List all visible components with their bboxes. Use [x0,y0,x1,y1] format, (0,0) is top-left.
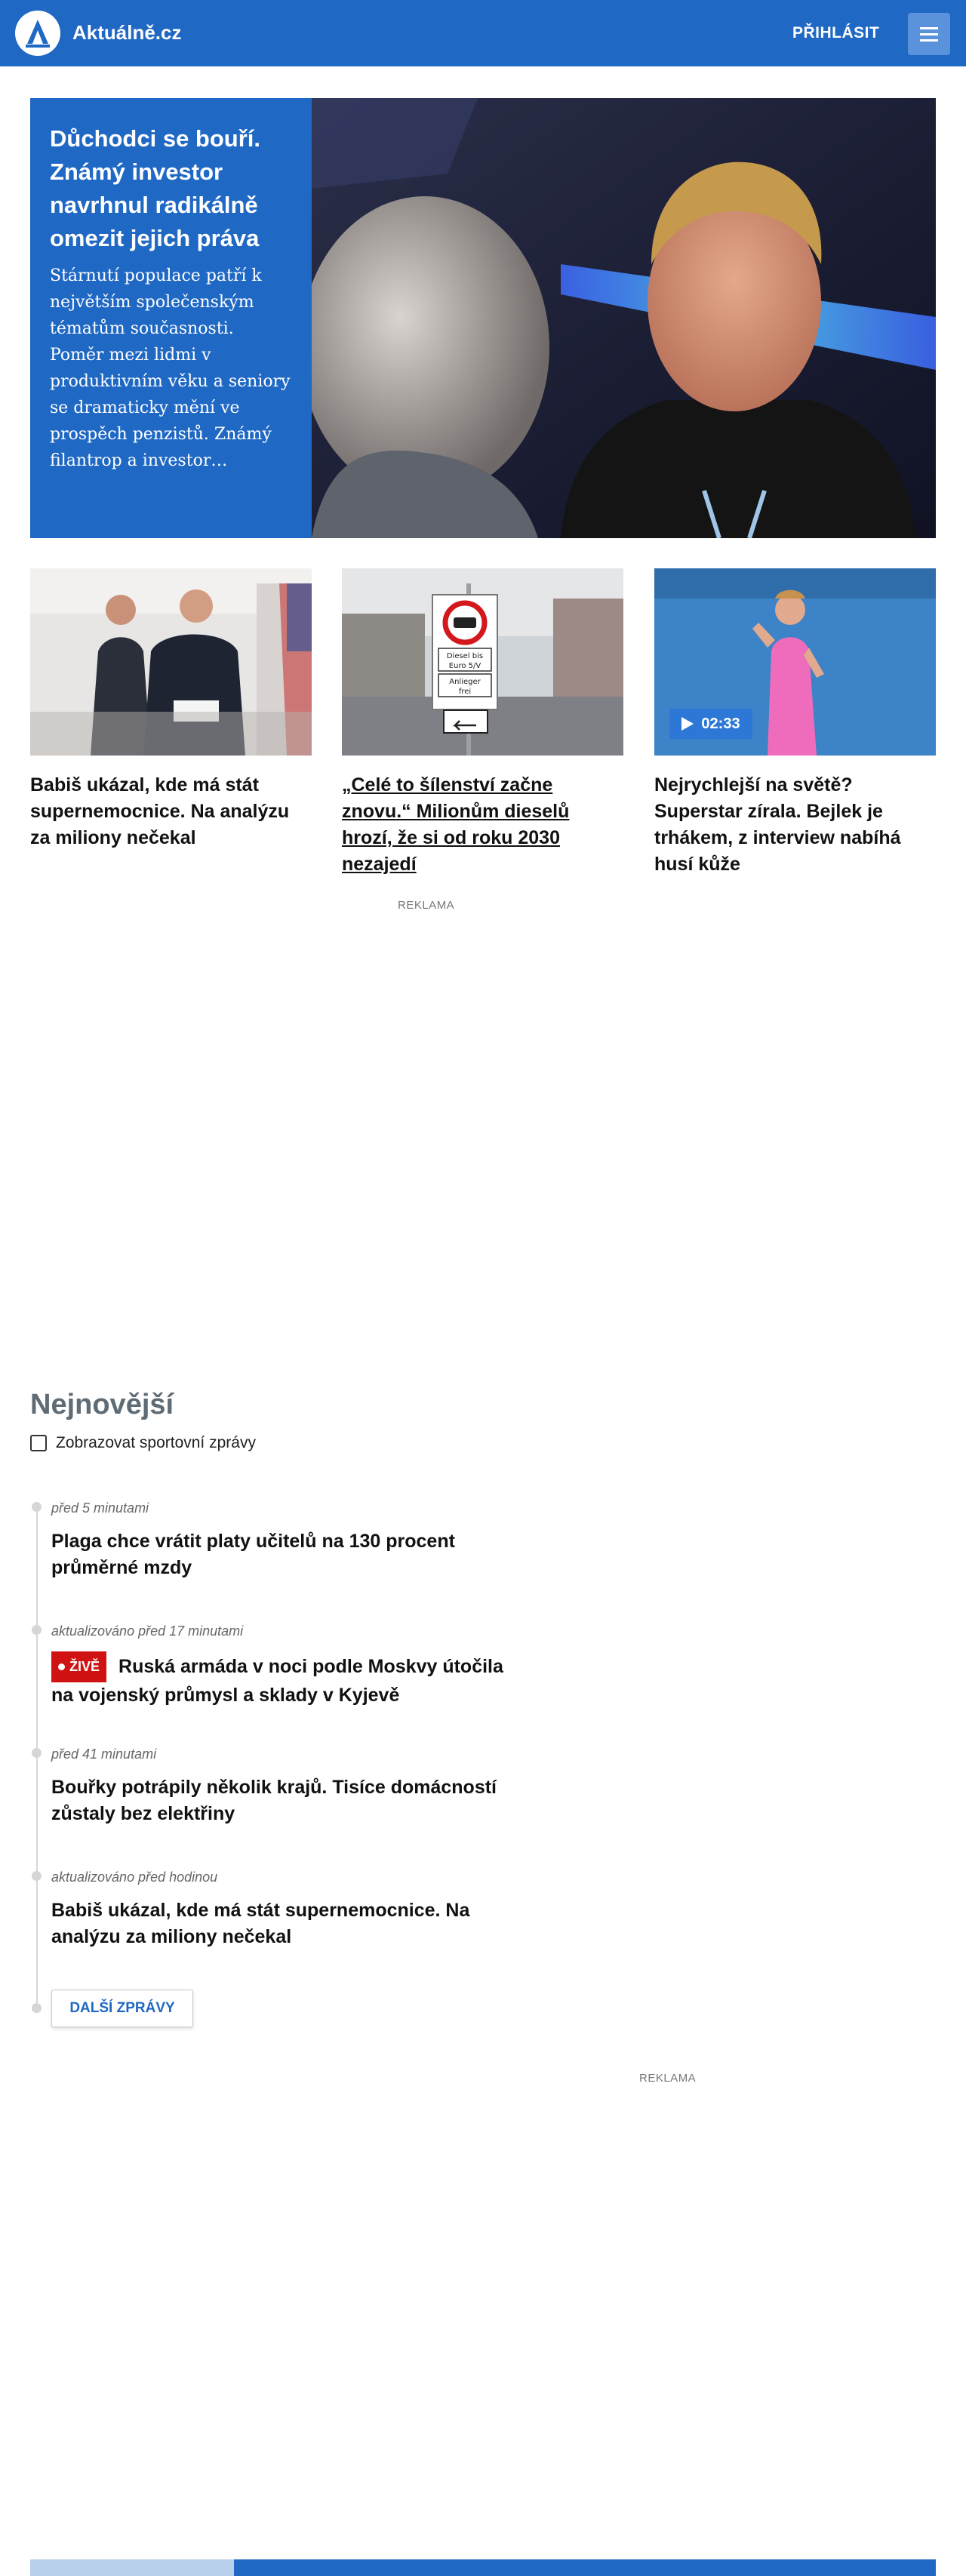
sport-news-checkbox[interactable] [30,1435,47,1451]
ad-label: REKLAMA [639,2072,697,2085]
live-dot-icon [58,1663,65,1670]
timeline-line [36,1510,38,2008]
timeline-dot [32,1625,42,1635]
timeline-dot [32,1748,42,1758]
hamburger-menu-icon[interactable] [908,13,950,55]
brand-name[interactable]: Aktuálně.cz [72,21,182,44]
hero-text-panel [30,98,312,538]
news-item[interactable] [51,1870,519,1950]
news-item[interactable] [51,1500,519,1581]
aktualne-logo-icon[interactable] [15,11,60,56]
article-card[interactable] [30,568,312,851]
news-item[interactable] [51,1747,519,1827]
hero-lead: Stárnutí populace patří k největším společenským tématům současnosti. Poměr mezi lidmi v produktivním věku a seniory se dramaticky mění ve prospěch penzistů. Známý filantrop a investor… [50,266,291,470]
section-strip-dark [234,2559,936,2576]
news-time: před 5 minutami [51,1500,149,1516]
article-card[interactable] [342,568,623,878]
play-icon [681,717,694,731]
sign-line-1: Diesel bis [446,652,484,660]
news-title[interactable]: Bouřky potrápily několik krajů. Tisíce domácností zůstaly bez elektřiny [51,1777,497,1824]
sign-line-3: Anlieger [449,678,481,686]
news-title[interactable]: Plaga chce vrátit platy učitelů na 130 procent průměrné mzdy [51,1531,455,1578]
news-title[interactable]: Ruská armáda v noci podle Moskvy útočila na vojenský průmysl a sklady v Kyjevě [51,1656,503,1706]
hero-article[interactable] [30,98,936,538]
timeline-dot [32,1871,42,1881]
article-photo[interactable] [30,568,312,756]
sport-news-toggle-label[interactable]: Zobrazovat sportovní zprávy [56,1434,256,1451]
timeline-dot [32,2003,42,2013]
article-title[interactable]: Nejrychlejší na světě? Superstar zírala. Bejlek je trhákem, z interview nabíhá husí kůže [654,774,901,875]
news-title[interactable]: Babiš ukázal, kde má stát supernemocnice. Na analýzu za miliony nečekal [51,1900,470,1947]
video-duration-badge[interactable] [669,709,752,739]
hero-title[interactable]: Důchodci se bouří. Známý investor navrhnul radikálně omezit jejich práva [50,125,261,251]
sport-news-toggle[interactable] [30,1434,256,1452]
section-strip-light [30,2559,234,2576]
video-duration: 02:33 [701,715,740,732]
news-title-container[interactable] [51,1651,519,1709]
more-news-button[interactable]: DALŠÍ ZPRÁVY [51,1990,193,2027]
live-badge [51,1651,106,1682]
site-header [0,0,966,66]
live-badge-label: ŽIVĚ [69,1659,100,1674]
newest-section-title: Nejnovější [30,1389,174,1420]
sign-line-4: frei [458,688,472,696]
sign-line-2: Euro 5/V [448,662,481,670]
timeline-dot [32,1502,42,1512]
news-time: před 41 minutami [51,1747,157,1762]
article-photo[interactable] [654,568,936,756]
article-title[interactable]: Babiš ukázal, kde má stát supernemocnice. Na analýzu za miliony nečekal [30,774,290,848]
article-title[interactable]: „Celé to šílenství začne znovu.“ Milionům dieselů hrozí, že si od roku 2030 nezajedí [342,774,570,875]
news-time: aktualizováno před 17 minutami [51,1623,244,1639]
login-button[interactable]: PŘIHLÁSIT [792,24,880,42]
hero-photo[interactable] [312,98,936,538]
article-card[interactable] [654,568,936,878]
ad-label: REKLAMA [398,899,455,912]
news-time: aktualizováno před hodinou [51,1870,218,1885]
article-photo[interactable] [342,568,623,756]
news-item[interactable] [51,1623,519,1709]
